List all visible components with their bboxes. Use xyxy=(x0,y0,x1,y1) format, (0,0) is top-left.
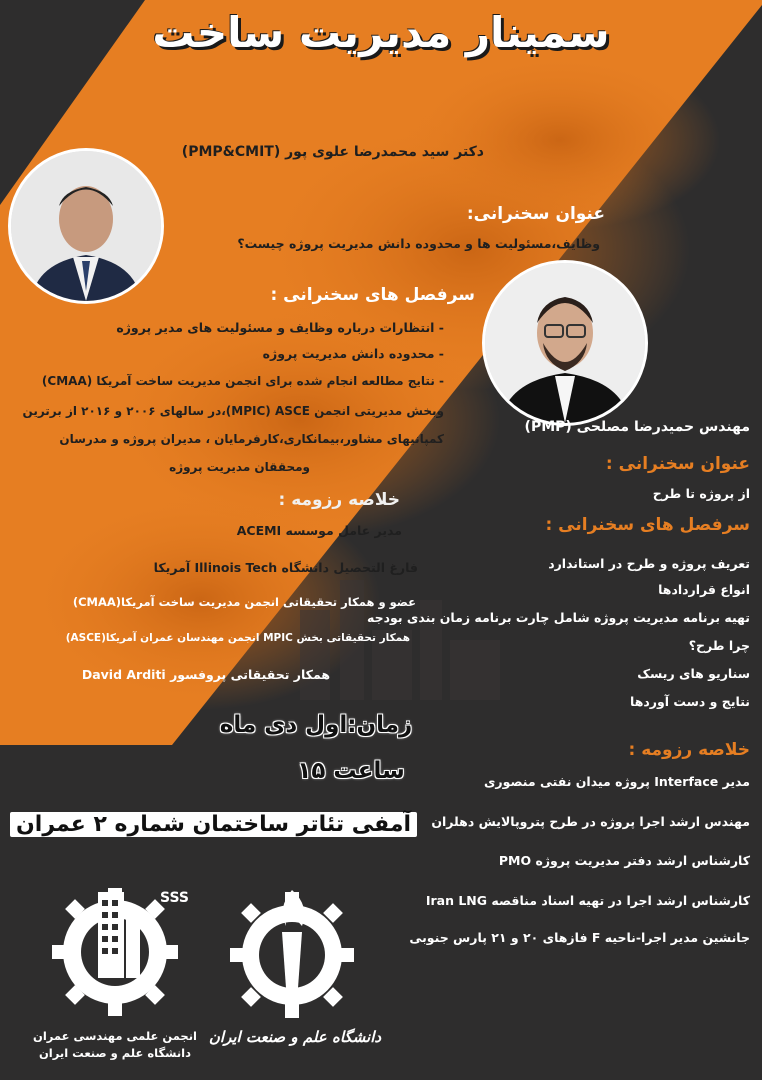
speaker2-name: مهندس حمیدرضا مصلحی (PMP) xyxy=(524,419,750,435)
poster-title: سمینار مدیریت ساخت xyxy=(152,8,610,57)
speaker2-topic: تعریف پروژه و طرح در استاندارد xyxy=(548,556,750,571)
speaker1-name: دکتر سید محمدرضا علوی پور (PMP&CMIT) xyxy=(181,144,484,160)
speaker1-topic: - محدوده دانش مدیریت پروژه xyxy=(262,346,444,361)
university-name: دانشگاه علم و صنعت ایران xyxy=(208,1028,382,1046)
speaker1-topic: ومحققان مدیریت پروژه xyxy=(169,460,310,474)
speaker1-topic: کمپانیهای مشاور،بیمانکاری،کارفرمایان ، مدیران پروژه و مدرسان xyxy=(59,432,444,446)
speaker1-resume-item: فارغ التحصیل دانشگاه Illinois Tech آمریکا xyxy=(153,560,418,575)
speaker1-topics-heading: سرفصل های سخنرانی : xyxy=(270,285,475,305)
speaker1-resume-item: مدیر عامل موسسه ACEMI xyxy=(236,523,402,538)
speaker1-topic: - انتظارات درباره وظایف و مسئولیت های مدیر پروژه xyxy=(116,320,444,335)
speaker2-photo xyxy=(482,260,648,426)
speaker1-resume-item: همکار تحقیقاتی پروفسور David Arditi xyxy=(81,667,330,682)
speaker2-resume-item: مهندس ارشد اجرا پروژه در طرح پتروپالایش دهلران xyxy=(431,814,750,829)
speaker2-topic: تهیه برنامه مدیریت پروژه شامل چارت برنامه زمان بندی بودجه xyxy=(367,610,750,625)
speaker2-talk-title: از پروژه تا طرح xyxy=(652,486,750,501)
association-name: انجمن علمی مهندسی عمران دانشگاه علم و صنعت ایران xyxy=(33,1029,197,1060)
university-logo-icon xyxy=(222,880,362,1020)
speaker1-topic: - نتایج مطالعه انجام شده برای انجمن مدیریت ساخت آمریکا (CMAA) xyxy=(41,374,444,388)
speaker1-talk-title: وظایف،مسئولیت ها و محدوده دانش مدیریت پروژه چیست؟ xyxy=(237,236,600,251)
speaker2-resume-item: جانشین مدیر اجرا-ناحیه F فازهای ۲۰ و ۲۱ پارس جنوبی xyxy=(409,930,750,945)
speaker1-resume-heading: خلاصه رزومه : xyxy=(278,490,400,510)
speaker1-resume-item: عضو و همکار تحقیقاتی انجمن مدیریت ساخت آمریکا(CMAA) xyxy=(72,595,416,609)
speaker2-topics-heading: سرفصل های سخنرانی : xyxy=(545,515,750,535)
speaker1-topic: وبخش مدیریتی انجمن MPIC) ASCE)،در سالهای ۲۰۰۶ و ۲۰۱۶ از برترین xyxy=(22,404,444,418)
speaker1-talk-heading: عنوان سخنرانی: xyxy=(466,204,605,224)
speaker2-resume-item: کارشناس ارشد اجرا در تهیه اسناد مناقصه Iran LNG xyxy=(425,893,750,908)
speaker1-photo xyxy=(8,148,164,304)
speaker2-topic: نتایج و دست آوردها xyxy=(630,694,750,709)
speaker2-resume-item: مدیر Interface پروژه میدان نفتی منصوری xyxy=(483,774,750,789)
speaker2-topic: انواع قراردادها xyxy=(658,582,750,597)
event-venue: آمفی تئاتر ساختمان شماره ۲ عمران xyxy=(10,812,417,837)
speaker2-resume-item: کارشناس ارشد دفتر مدیریت پروژه PMO xyxy=(498,853,750,868)
speaker2-talk-heading: عنوان سخنرانی : xyxy=(605,454,750,474)
speaker2-resume-heading: خلاصه رزومه : xyxy=(628,740,750,760)
event-date: زمان:اول دی ماه xyxy=(219,712,413,738)
speaker2-topic: سناریو های ریسک xyxy=(637,666,750,681)
speaker2-topic: چرا طرح؟ xyxy=(688,638,750,653)
association-logo-icon xyxy=(40,872,190,1022)
speaker1-resume-item: همکار تحقیقاتی بخش MPIC انجمن مهندسان عمران آمریکا(ASCE) xyxy=(65,632,410,644)
svg-text:SSS: SSS xyxy=(160,890,189,906)
event-time: ساعت ۱۵ xyxy=(297,758,405,784)
